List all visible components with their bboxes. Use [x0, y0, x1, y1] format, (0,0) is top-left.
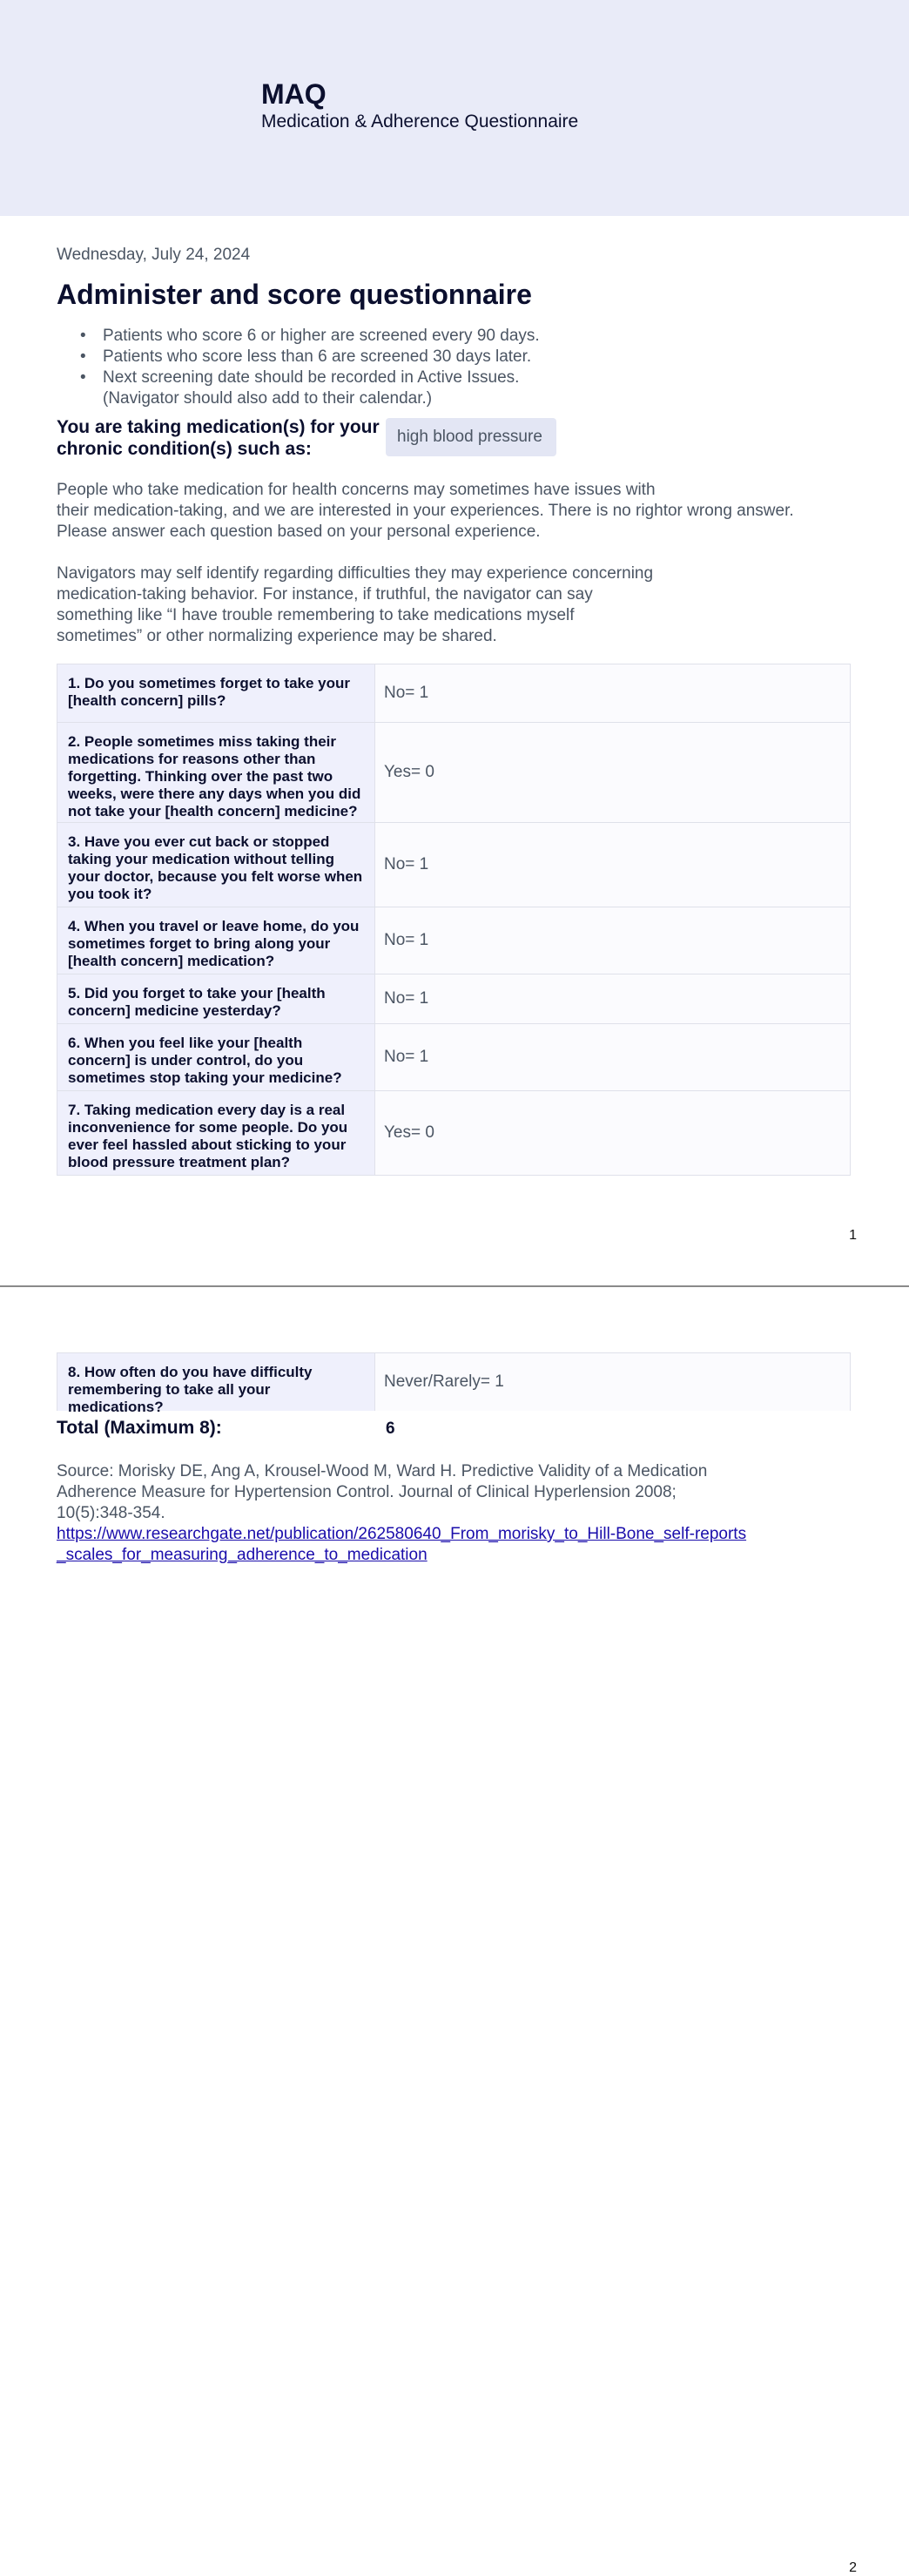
- question-cell: 3. Have you ever cut back or stopped taking your medication without telling your doctor, because you felt worse when you took it?: [57, 823, 375, 907]
- questionnaire-table-continued: [57, 1352, 851, 1415]
- answer-cell[interactable]: No= 1: [375, 974, 850, 1023]
- intro-paragraph: People who take medication for health concerns may sometimes have issues with their medication-taking, and we are interested in your experiences. There is no rightor wrong answer. Please answer each question based on your personal experience.: [57, 481, 794, 541]
- answer-cell[interactable]: Yes= 0: [375, 1091, 850, 1175]
- page-divider: [0, 1285, 909, 1287]
- answer-cell[interactable]: Yes= 0: [375, 723, 850, 822]
- source-link[interactable]: https://www.researchgate.net/publication/262580640_From_morisky_to_Hill-Bone_self-reports_scales_for_measuring_adherence_to_medication: [57, 1525, 747, 1564]
- table-row: [57, 723, 851, 823]
- instruction-list: [57, 326, 596, 409]
- medication-label: You are taking medication(s) for your chronic condition(s) such as:: [57, 417, 380, 459]
- document-date: Wednesday, July 24, 2024: [57, 246, 251, 264]
- total-label: Total (Maximum 8):: [57, 1418, 222, 1438]
- question-cell: 7. Taking medication every day is a real inconvenience for some people. Do you ever feel hassled about sticking to your blood pressure treatment plan?: [57, 1091, 375, 1175]
- question-cell: 8. How often do you have difficulty remembering to take all your medications?: [57, 1353, 375, 1411]
- answer-cell[interactable]: No= 1: [375, 664, 850, 722]
- question-cell: 1. Do you sometimes forget to take your [health concern] pills?: [57, 664, 375, 722]
- source-citation: Source: Morisky DE, Ang A, Krousel-Wood M, Ward H. Predictive Validity of a Medication Adherence Measure for Hypertension Control. Journal of Clinical Hyperlension 2008; 10(5):348-354.: [57, 1462, 708, 1522]
- instruction-item: • Patients who score 6 or higher are screened every 90 days.: [57, 326, 596, 347]
- page-1: [0, 0, 909, 1285]
- page-number: 1: [849, 1228, 857, 1243]
- page-number: 2: [849, 2560, 857, 2575]
- answer-cell[interactable]: No= 1: [375, 1024, 850, 1090]
- question-cell: 5. Did you forget to take your [health concern] medicine yesterday?: [57, 974, 375, 1023]
- medication-field[interactable]: high blood pressure: [386, 418, 556, 456]
- table-row: [57, 907, 851, 974]
- total-score: 6: [386, 1419, 395, 1438]
- question-cell: 6. When you feel like your [health concern] is under control, do you sometimes stop taking your medicine?: [57, 1024, 375, 1090]
- answer-cell[interactable]: Never/Rarely= 1: [375, 1353, 850, 1411]
- header-banner: [0, 0, 909, 216]
- table-row: [57, 1091, 851, 1176]
- table-row: [57, 1024, 851, 1091]
- answer-cell[interactable]: No= 1: [375, 907, 850, 974]
- table-row: [57, 1353, 851, 1415]
- instruction-item: • Patients who score less than 6 are screened 30 days later.: [57, 347, 596, 368]
- table-row: [57, 974, 851, 1024]
- navigator-paragraph: Navigators may self identify regarding difficulties they may experience concerning medication-taking behavior. For instance, if truthful, the navigator can say something like “I have trouble remembering to take medications myself sometimes” or other normalizing experience may be shared.: [57, 564, 654, 645]
- instruction-item: • Next screening date should be recorded in Active Issues. (Navigator should also add to their calendar.): [57, 368, 596, 409]
- brand-subtitle: Medication & Adherence Questionnaire: [261, 111, 579, 131]
- questionnaire-table: [57, 664, 851, 1170]
- page-title: Administer and score questionnaire: [57, 279, 532, 310]
- table-row: [57, 664, 851, 723]
- table-row: [57, 823, 851, 907]
- brand-title: MAQ: [261, 78, 327, 110]
- answer-cell[interactable]: No= 1: [375, 823, 850, 907]
- question-cell: 4. When you travel or leave home, do you sometimes forget to bring along your [health concern] medication?: [57, 907, 375, 974]
- question-cell: 2. People sometimes miss taking their medications for reasons other than forgetting. Thinking over the past two weeks, were there any days when you did not take your [health concern] medicine?: [57, 723, 375, 822]
